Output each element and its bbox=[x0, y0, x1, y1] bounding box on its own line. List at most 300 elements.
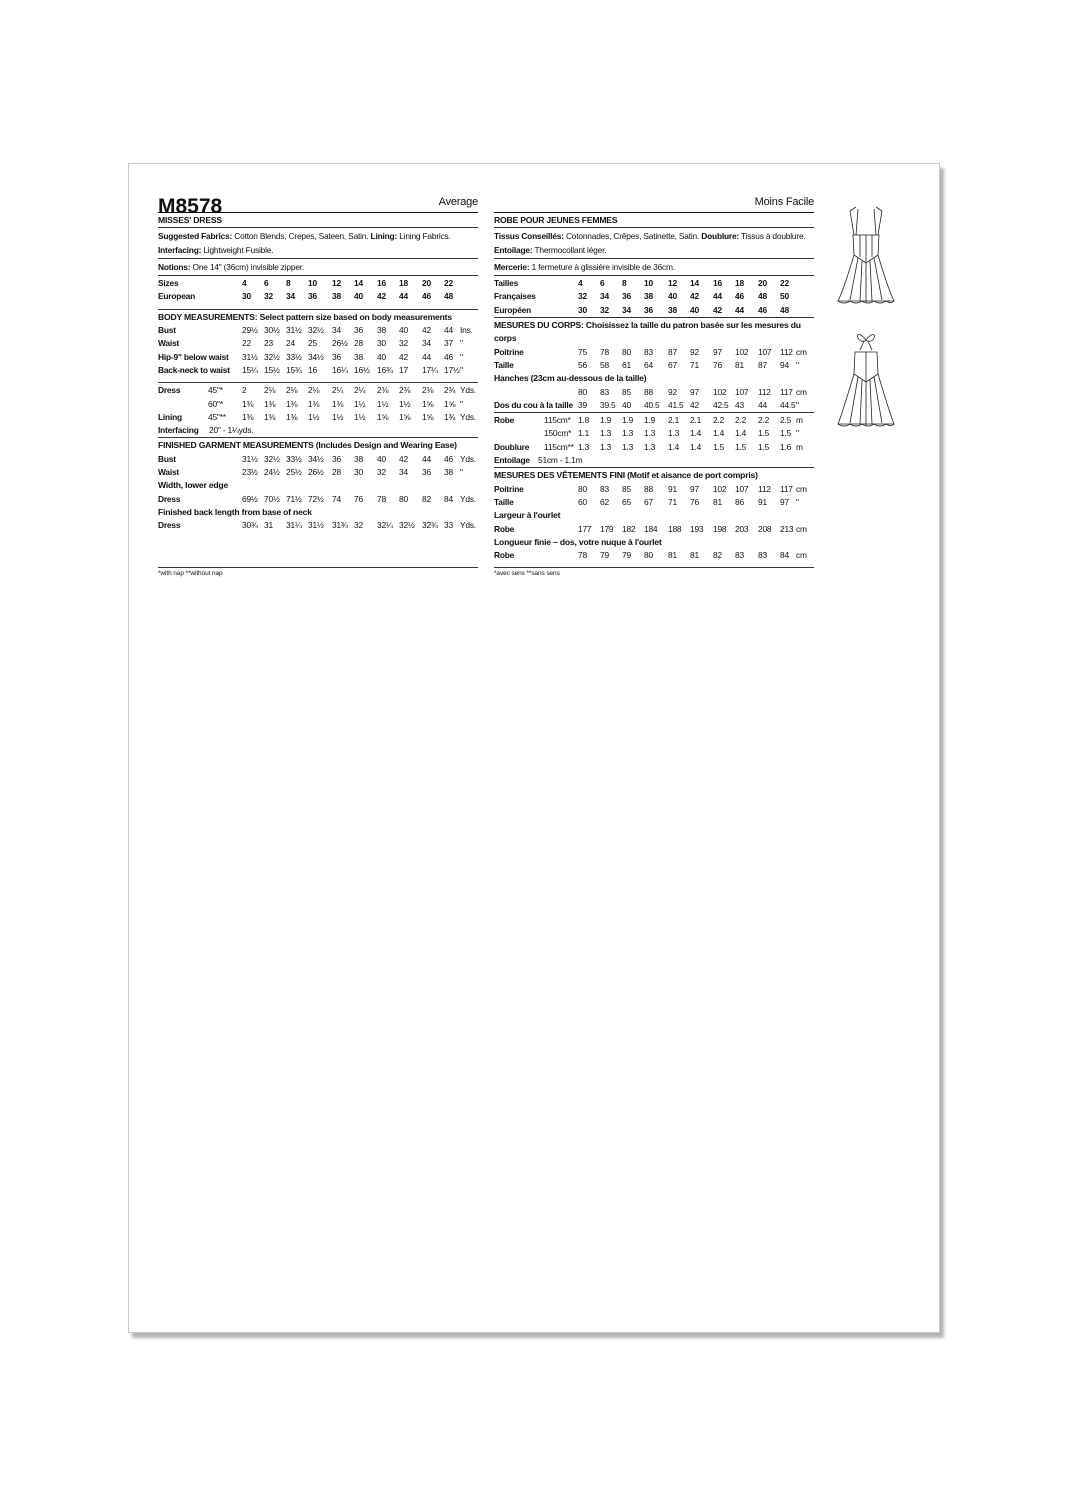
table-cell: 15¾ bbox=[286, 364, 302, 375]
table-cell: 84 bbox=[780, 550, 789, 561]
table-cell: 23 bbox=[264, 338, 273, 349]
table-cell: 107 bbox=[758, 346, 772, 357]
table-cell: 81 bbox=[735, 359, 744, 370]
table-cell: 48 bbox=[444, 291, 453, 302]
table-cell: 82 bbox=[713, 550, 722, 561]
lining-label: Lining: bbox=[370, 231, 398, 242]
table-cell: 83 bbox=[600, 483, 609, 494]
table-cell: 1⅜ bbox=[264, 398, 276, 409]
table-cell: 36 bbox=[622, 291, 631, 302]
table-cell: 1.9 bbox=[622, 415, 634, 426]
table-cell: 16 bbox=[713, 278, 722, 289]
unit-label: cm bbox=[796, 523, 807, 534]
table-cell: 42 bbox=[713, 304, 722, 315]
row-label: Dress bbox=[158, 493, 181, 504]
table-cell: 39.5 bbox=[600, 399, 616, 410]
finished-title: MESURES DES VÊTEMENTS FINI (Motif et aisance de port compris) bbox=[494, 470, 758, 481]
table-cell: 1½ bbox=[354, 398, 366, 409]
table-cell: 28 bbox=[332, 467, 341, 478]
unit-label: " bbox=[796, 399, 799, 410]
table-cell: 92 bbox=[668, 386, 677, 397]
table-row bbox=[494, 414, 814, 427]
table-cell: 31¼ bbox=[286, 520, 302, 531]
unit-label: Yds. bbox=[460, 385, 476, 396]
table-cell: 198 bbox=[713, 523, 727, 534]
fabric-width: 115cm** bbox=[544, 441, 574, 452]
table-cell: 23½ bbox=[242, 467, 258, 478]
table-cell: 203 bbox=[735, 523, 749, 534]
table-cell: 32½ bbox=[399, 520, 415, 531]
back-length-title: Finished back length from base of neck bbox=[158, 506, 312, 517]
row-label: Bust bbox=[158, 325, 176, 336]
table-cell: 102 bbox=[713, 386, 727, 397]
table-cell: 44 bbox=[735, 304, 744, 315]
table-cell: 1.1 bbox=[578, 428, 590, 439]
table-row bbox=[158, 493, 478, 506]
table-cell: 69½ bbox=[242, 493, 258, 504]
dress-back-illustration bbox=[836, 330, 896, 434]
table-cell: 42 bbox=[399, 351, 408, 362]
table-cell: 1.5 bbox=[780, 428, 792, 439]
unit-label: cm bbox=[796, 386, 807, 397]
fabrics-paragraph bbox=[494, 227, 814, 258]
unit-label: m bbox=[796, 441, 803, 452]
table-cell: 1⅝ bbox=[377, 411, 389, 422]
table-cell: 1⅜ bbox=[242, 398, 254, 409]
table-cell: 79 bbox=[622, 550, 631, 561]
fabric-width: 45"* bbox=[208, 385, 223, 396]
row-label: Taille bbox=[494, 359, 514, 370]
notions-label: Mercerie: bbox=[494, 261, 530, 272]
table-cell: 1.4 bbox=[713, 428, 725, 439]
table-cell: 38 bbox=[377, 325, 386, 336]
table-cell: 29½ bbox=[242, 325, 258, 336]
table-cell: 34½ bbox=[308, 351, 324, 362]
difficulty-label: Average bbox=[438, 195, 478, 208]
header bbox=[494, 190, 814, 213]
table-cell: 2.2 bbox=[758, 415, 770, 426]
table-cell: 24½ bbox=[264, 467, 280, 478]
table-row bbox=[158, 466, 478, 479]
table-row bbox=[158, 364, 478, 377]
row-label: Robe bbox=[494, 523, 515, 534]
table-cell: 36 bbox=[332, 351, 341, 362]
table-cell: 61 bbox=[622, 359, 631, 370]
table-cell: 22 bbox=[780, 278, 789, 289]
table-cell: 1.6 bbox=[780, 441, 792, 452]
interfacing-row bbox=[158, 424, 478, 437]
hips-title: Hanches (23cm au-dessous de la taille) bbox=[494, 373, 647, 384]
row-label: Robe bbox=[494, 550, 515, 561]
row-label: Doublure bbox=[494, 441, 530, 452]
table-cell: 30 bbox=[578, 304, 587, 315]
row-label: Back-neck to waist bbox=[158, 364, 230, 375]
table-cell: 15½ bbox=[264, 364, 280, 375]
table-cell: 58 bbox=[600, 359, 609, 370]
table-cell: 177 bbox=[578, 523, 592, 534]
table-cell: 81 bbox=[690, 550, 699, 561]
table-cell: 6 bbox=[264, 278, 269, 289]
table-cell: 38 bbox=[668, 304, 677, 315]
table-cell: 92 bbox=[690, 346, 699, 357]
table-cell: 46 bbox=[444, 453, 453, 464]
row-label: Interfacing bbox=[158, 425, 199, 436]
table-row bbox=[158, 277, 478, 290]
table-cell: 16 bbox=[308, 364, 317, 375]
table-cell: 1.3 bbox=[600, 441, 612, 452]
table-cell: 1.4 bbox=[668, 441, 680, 452]
table-cell: 1½ bbox=[332, 411, 344, 422]
table-cell: 38 bbox=[354, 351, 363, 362]
table-row bbox=[158, 337, 478, 350]
table-cell: 80 bbox=[578, 386, 587, 397]
table-cell: 46 bbox=[735, 291, 744, 302]
unit-label: " bbox=[796, 359, 799, 370]
table-cell: 2⅜ bbox=[399, 385, 411, 396]
table-cell: 44 bbox=[758, 399, 767, 410]
table-cell: 184 bbox=[644, 523, 658, 534]
table-cell: 31½ bbox=[308, 520, 324, 531]
table-cell: 75 bbox=[578, 346, 587, 357]
body-measurements-title bbox=[158, 311, 478, 324]
table-cell: 1.9 bbox=[600, 415, 612, 426]
table-cell: 44 bbox=[422, 351, 431, 362]
table-cell: 1⅜ bbox=[264, 411, 276, 422]
table-cell: 40 bbox=[622, 399, 631, 410]
table-cell: 38 bbox=[444, 467, 453, 478]
table-cell: 25 bbox=[308, 338, 317, 349]
finished-title: FINISHED GARMENT MEASUREMENTS (Includes Design and Wearing Ease) bbox=[158, 440, 457, 451]
notions-paragraph bbox=[494, 258, 814, 275]
body-measurements-table bbox=[494, 317, 814, 412]
table-cell: 6 bbox=[600, 278, 605, 289]
body-title-rest: Select pattern size based on body measurements bbox=[257, 311, 452, 322]
unit-label: " bbox=[460, 398, 463, 409]
table-cell: 26½ bbox=[308, 467, 324, 478]
table-cell: 56 bbox=[578, 359, 587, 370]
table-cell: 83 bbox=[600, 386, 609, 397]
table-cell: 1.4 bbox=[690, 441, 702, 452]
unit-label: m bbox=[796, 415, 803, 426]
table-cell: 42 bbox=[377, 291, 386, 302]
table-cell: 71 bbox=[668, 496, 677, 507]
table-cell: 30½ bbox=[264, 325, 280, 336]
table-cell: 70½ bbox=[264, 493, 280, 504]
table-cell: 107 bbox=[735, 483, 749, 494]
table-row bbox=[158, 398, 478, 411]
table-cell: 2⅜ bbox=[377, 385, 389, 396]
table-row bbox=[494, 441, 814, 454]
unit-label: cm bbox=[796, 550, 807, 561]
table-cell: 42 bbox=[422, 325, 431, 336]
table-row bbox=[494, 427, 814, 440]
table-cell: 76 bbox=[690, 496, 699, 507]
table-cell: 31¾ bbox=[332, 520, 348, 531]
width-lower-edge-title: Width, lower edge bbox=[158, 480, 229, 491]
table-cell: 25½ bbox=[286, 467, 302, 478]
table-cell: 1.9 bbox=[644, 415, 656, 426]
table-cell: 36 bbox=[332, 453, 341, 464]
table-cell: 33 bbox=[444, 520, 453, 531]
table-cell: 44 bbox=[422, 453, 431, 464]
table-cell: 31½ bbox=[286, 325, 302, 336]
table-cell: 78 bbox=[377, 493, 386, 504]
table-cell: 1.4 bbox=[735, 428, 747, 439]
table-cell: 1½ bbox=[377, 398, 389, 409]
body-title-bold: BODY MEASUREMENTS: bbox=[158, 311, 258, 322]
fabric-width: 115cm* bbox=[544, 415, 571, 426]
table-cell: 32¼ bbox=[377, 520, 393, 531]
size-table bbox=[494, 275, 814, 317]
table-cell: 22 bbox=[444, 278, 453, 289]
table-cell: 37 bbox=[444, 338, 453, 349]
table-cell: 44.5 bbox=[780, 399, 796, 410]
table-cell: 97 bbox=[690, 386, 699, 397]
table-cell: 112 bbox=[758, 386, 771, 397]
unit-label: " bbox=[460, 467, 463, 478]
table-cell: 17¼ bbox=[422, 364, 438, 375]
row-label: European bbox=[158, 291, 196, 302]
table-row bbox=[494, 523, 814, 536]
table-row bbox=[158, 453, 478, 466]
table-cell: 26½ bbox=[332, 338, 348, 349]
table-cell: 1.5 bbox=[758, 441, 770, 452]
table-cell: 1½ bbox=[399, 398, 411, 409]
table-cell: 107 bbox=[735, 386, 749, 397]
footnote-rule bbox=[494, 567, 814, 568]
table-row bbox=[494, 483, 814, 496]
table-cell: 1.3 bbox=[644, 441, 656, 452]
table-cell: 4 bbox=[242, 278, 247, 289]
table-cell: 117 bbox=[780, 386, 793, 397]
table-cell: 30 bbox=[377, 338, 386, 349]
body-title-rest: Choisissez la taille du patron basée sur les mesures du corps bbox=[494, 320, 801, 344]
table-cell: 64 bbox=[644, 359, 653, 370]
table-cell: 42 bbox=[690, 291, 699, 302]
table-cell: 1.5 bbox=[713, 441, 725, 452]
table-cell: 83 bbox=[644, 346, 653, 357]
table-cell: 88 bbox=[644, 386, 653, 397]
table-cell: 46 bbox=[444, 351, 453, 362]
interfacing-text: Thermocollant léger. bbox=[534, 244, 607, 255]
table-cell: 42 bbox=[690, 399, 699, 410]
unit-label: Yds. bbox=[460, 453, 476, 464]
table-cell: 41.5 bbox=[668, 399, 684, 410]
table-cell: 65 bbox=[622, 496, 631, 507]
finished-measurements-table bbox=[494, 467, 814, 562]
english-column bbox=[158, 190, 478, 533]
body-measurements-table bbox=[158, 309, 478, 377]
table-cell: 39 bbox=[578, 399, 587, 410]
body-measurements-title bbox=[494, 319, 814, 346]
table-cell: 18 bbox=[399, 278, 408, 289]
table-cell: 1⅜ bbox=[242, 411, 254, 422]
table-cell: 80 bbox=[644, 550, 653, 561]
body-title-bold: MESURES DU CORPS: bbox=[494, 320, 584, 331]
table-cell: 48 bbox=[758, 291, 767, 302]
table-cell: 16¼ bbox=[332, 364, 348, 375]
table-cell: 20 bbox=[758, 278, 767, 289]
header bbox=[158, 190, 478, 218]
table-cell: 2.5 bbox=[780, 415, 792, 426]
table-cell: 40 bbox=[354, 291, 363, 302]
table-cell: 40 bbox=[668, 291, 677, 302]
yardage-table bbox=[494, 412, 814, 467]
pattern-code: M8578 bbox=[158, 194, 223, 218]
row-label: Dress bbox=[158, 385, 181, 396]
table-cell: 97 bbox=[780, 496, 789, 507]
table-cell: 34 bbox=[399, 467, 408, 478]
unit-label: Yds. bbox=[460, 520, 476, 531]
row-label: Robe bbox=[494, 415, 515, 426]
french-column bbox=[494, 190, 814, 562]
table-cell: 112 bbox=[780, 346, 793, 357]
difficulty-label: Moins Facile bbox=[754, 195, 814, 208]
table-cell: 2 bbox=[242, 385, 247, 396]
table-row bbox=[494, 290, 814, 303]
table-cell: 34 bbox=[332, 325, 341, 336]
table-cell: 94 bbox=[780, 359, 789, 370]
table-cell: 1.3 bbox=[644, 428, 656, 439]
notions-label: Notions: bbox=[158, 261, 191, 272]
table-cell: 1⅜ bbox=[332, 398, 344, 409]
table-cell: 10 bbox=[308, 278, 317, 289]
footnote: *with nap **without nap bbox=[158, 570, 223, 577]
table-cell: 85 bbox=[622, 386, 631, 397]
table-cell: 79 bbox=[600, 550, 609, 561]
table-cell: 2¼ bbox=[354, 385, 366, 396]
table-cell: 2.1 bbox=[690, 415, 702, 426]
table-cell: 1.5 bbox=[735, 441, 747, 452]
table-cell: 102 bbox=[713, 483, 727, 494]
table-cell: 2¼ bbox=[332, 385, 344, 396]
table-cell: 15¼ bbox=[242, 364, 258, 375]
table-cell: 46 bbox=[758, 304, 767, 315]
row-label: Européen bbox=[494, 304, 532, 315]
table-cell: 31½ bbox=[242, 351, 258, 362]
table-cell: 1⅜ bbox=[308, 398, 320, 409]
fabrics-label: Suggested Fabrics: bbox=[158, 231, 233, 242]
fabrics-text: Cotonnades, Crêpes, Satinette, Satin. bbox=[565, 231, 700, 242]
table-cell: 1.3 bbox=[668, 428, 680, 439]
fabrics-text: Cotton Blends, Crepes, Sateen, Satin. bbox=[234, 231, 369, 242]
table-cell: 4 bbox=[578, 278, 583, 289]
table-row bbox=[494, 549, 814, 562]
table-cell: 2.1 bbox=[668, 415, 680, 426]
table-cell: 34½ bbox=[308, 453, 324, 464]
table-row bbox=[158, 290, 478, 303]
table-cell: 87 bbox=[668, 346, 677, 357]
table-cell: 14 bbox=[690, 278, 699, 289]
table-cell: 38 bbox=[644, 291, 653, 302]
table-cell: 48 bbox=[780, 304, 789, 315]
table-cell: 32 bbox=[354, 520, 363, 531]
table-cell: 32½ bbox=[308, 325, 324, 336]
notions-text: 1 fermeture à glissière invisible de 36cm. bbox=[531, 261, 675, 272]
table-cell: 32 bbox=[578, 291, 587, 302]
table-cell: 32 bbox=[399, 338, 408, 349]
table-cell: 32 bbox=[377, 467, 386, 478]
row-label: Dress bbox=[158, 520, 181, 531]
table-cell: 10 bbox=[644, 278, 653, 289]
table-cell: 82 bbox=[422, 493, 431, 504]
table-cell: 188 bbox=[668, 523, 682, 534]
table-cell: 117 bbox=[780, 483, 793, 494]
table-cell: 67 bbox=[644, 496, 653, 507]
table-row bbox=[494, 386, 814, 399]
row-label: Poitrine bbox=[494, 346, 524, 357]
table-cell: 81 bbox=[713, 496, 722, 507]
table-row bbox=[494, 359, 814, 372]
table-cell: 50 bbox=[780, 291, 789, 302]
table-cell: 76 bbox=[354, 493, 363, 504]
table-cell: 40 bbox=[377, 453, 386, 464]
unit-label: " bbox=[796, 496, 799, 507]
row-label: Bust bbox=[158, 453, 176, 464]
table-cell: 46 bbox=[422, 291, 431, 302]
interfacing-label: Interfacing: bbox=[158, 244, 202, 255]
table-cell: 62 bbox=[600, 496, 609, 507]
table-cell: 102 bbox=[735, 346, 749, 357]
table-cell: 97 bbox=[713, 346, 722, 357]
unit-label: " bbox=[460, 351, 463, 362]
table-cell: 38 bbox=[332, 291, 341, 302]
table-cell: 179 bbox=[600, 523, 614, 534]
table-cell: 97 bbox=[690, 483, 699, 494]
unit-label: " bbox=[460, 338, 463, 349]
dress-front-illustration bbox=[836, 205, 896, 309]
unit-label: Ins. bbox=[460, 325, 473, 336]
table-cell: 71½ bbox=[286, 493, 302, 504]
table-cell: 1⅝ bbox=[444, 398, 456, 409]
table-cell: 76 bbox=[713, 359, 722, 370]
table-cell: 83 bbox=[735, 550, 744, 561]
table-cell: 80 bbox=[578, 483, 587, 494]
unit-label: " bbox=[460, 364, 463, 375]
row-label: Hip-9" below waist bbox=[158, 351, 229, 362]
table-cell: 36 bbox=[308, 291, 317, 302]
table-cell: 2⅜ bbox=[422, 385, 434, 396]
table-cell: 84 bbox=[444, 493, 453, 504]
table-cell: 1¾ bbox=[444, 411, 456, 422]
table-cell: 60 bbox=[578, 496, 587, 507]
table-cell: 17 bbox=[399, 364, 408, 375]
fabric-width: 45"** bbox=[208, 411, 226, 422]
row-value: 51cm - 1.1m bbox=[538, 455, 583, 466]
lining-text: Lining Fabrics. bbox=[399, 231, 451, 242]
table-cell: 30¾ bbox=[242, 520, 258, 531]
yardage-table bbox=[158, 382, 478, 437]
table-cell: 87 bbox=[758, 359, 767, 370]
table-row bbox=[158, 324, 478, 337]
back-length-title: Longueur finie – dos, votre nuque à l'ourlet bbox=[494, 536, 662, 547]
table-cell: 1.3 bbox=[622, 441, 634, 452]
row-label: Taille bbox=[494, 496, 514, 507]
notions-paragraph bbox=[158, 258, 478, 275]
table-cell: 1.3 bbox=[622, 428, 634, 439]
interfacing-row bbox=[494, 454, 814, 467]
row-label: Tailles bbox=[494, 278, 519, 289]
table-row bbox=[158, 384, 478, 397]
table-cell: 67 bbox=[668, 359, 677, 370]
row-label: Dos du cou à la taille bbox=[494, 399, 573, 410]
table-cell: 42.5 bbox=[713, 399, 729, 410]
table-cell: 22 bbox=[242, 338, 251, 349]
table-cell: 2¾ bbox=[444, 385, 456, 396]
table-cell: 32 bbox=[264, 291, 273, 302]
table-cell: 80 bbox=[622, 346, 631, 357]
table-cell: 32 bbox=[600, 304, 609, 315]
